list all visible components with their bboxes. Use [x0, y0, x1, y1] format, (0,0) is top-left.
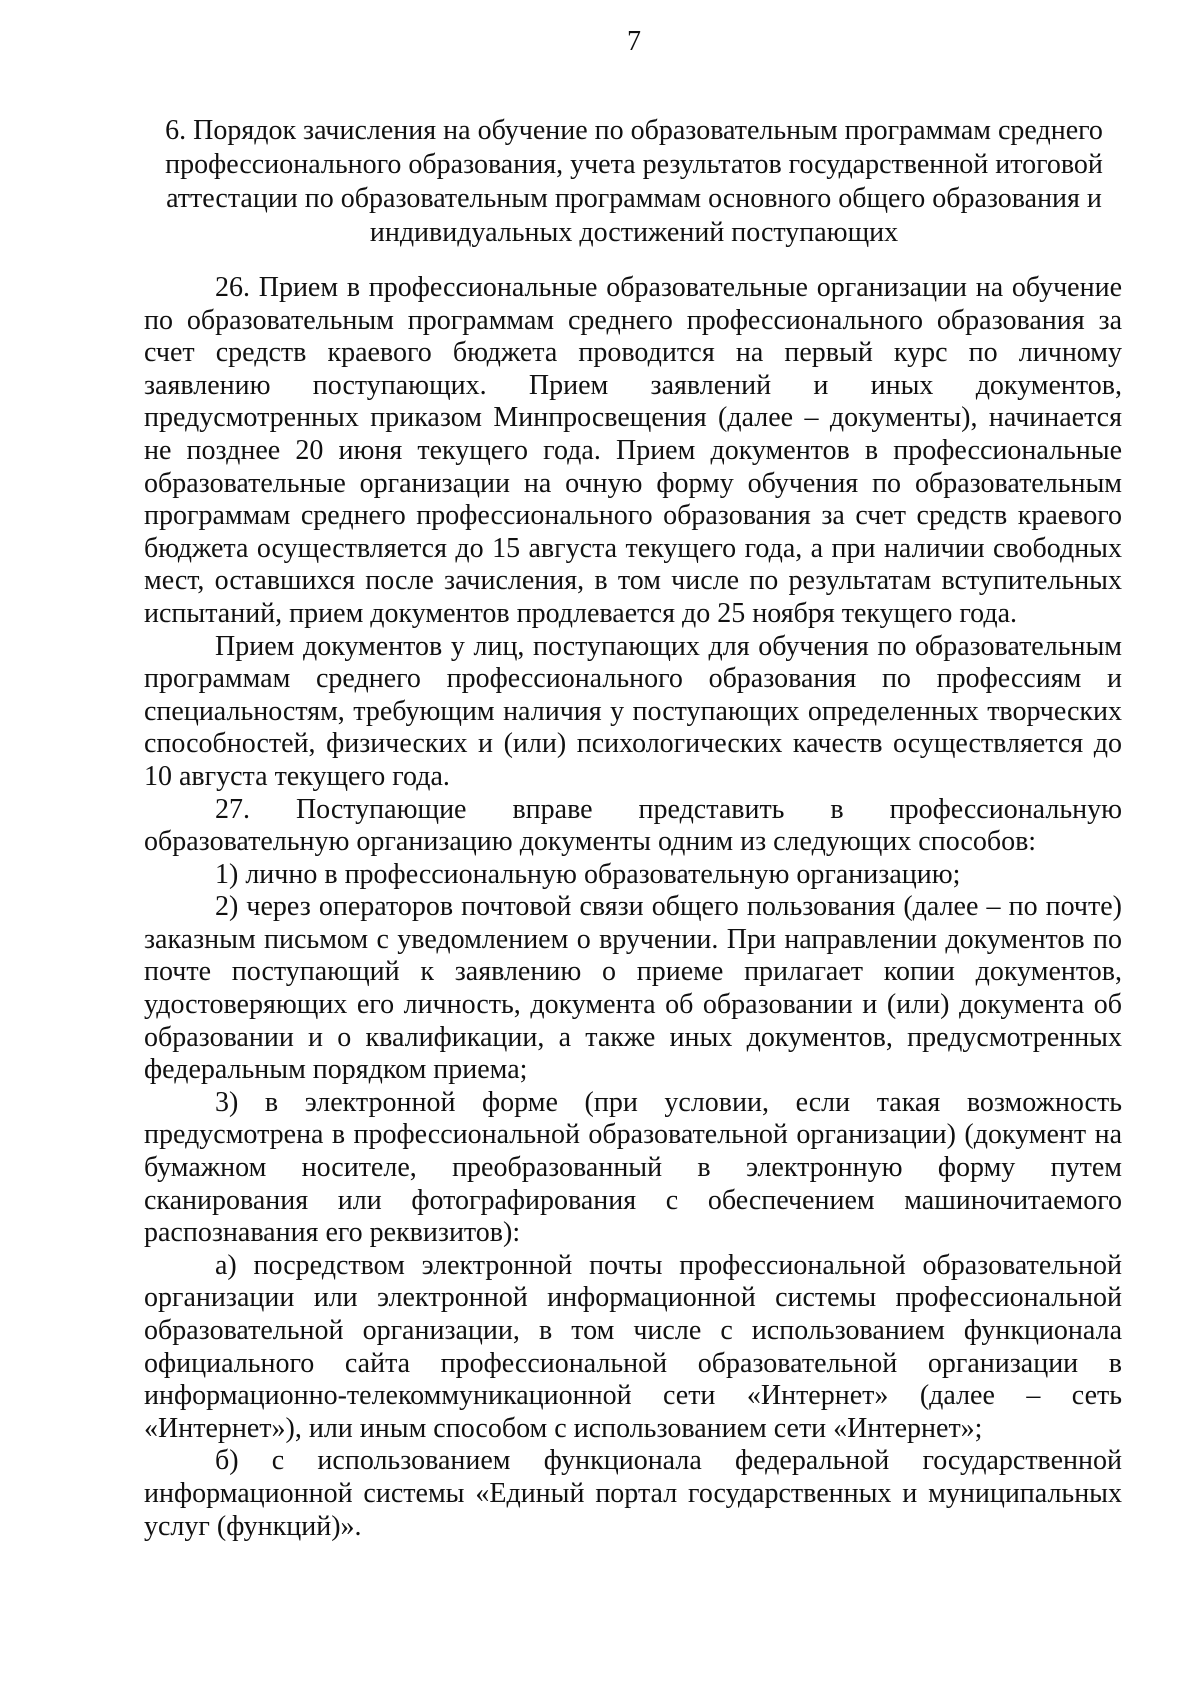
paragraph-27: 27. Поступающие вправе представить в профессиональную образовательную организацию документы одним из следующих способов: — [144, 793, 1122, 858]
sub-item-b-gosuslugi: б) с использованием функционала федеральной государственной информационной системы «Единый портал государственных и муниципальных услуг (функций)». — [144, 1445, 1122, 1542]
paragraph-26-document-deadline: Прием документов у лиц, поступающих для обучения по образовательным программам среднего профессионального образования по профессиям и специальностям, требующим наличия у поступающих определенных творческих способностей, физических и (или) психологических качеств осуществляется до 10 августа текущего года. — [144, 630, 1122, 792]
document-body — [144, 272, 1122, 1543]
page-number: 7 — [627, 26, 641, 57]
list-item-1-in-person: 1) лично в профессиональную образовательную организацию; — [215, 858, 961, 890]
list-item-2-by-mail: 2) через операторов почтовой связи общего пользования (далее – по почте) заказным письмом с уведомлением о вручении. При направлении документов по почте поступающий к заявлению о приеме прилагает копии документов, удостоверяющих его личность, документа об образовании и (или) документа об образовании и о квалификации, а также иных документов, предусмотренных федеральным порядком приема; — [144, 891, 1122, 1086]
paragraph-26: 26. Прием в профессиональные образовательные организации на обучение по образовательным программам среднего профессионального образования за счет средств краевого бюджета проводится на первый курс по личному заявлению поступающих. Прием заявлений и иных документов, предусмотренных приказом Минпросвещения (далее – документы), начинается не позднее 20 июня текущего года. Прием документов в профессиональные образовательные организации на очную форму обучения по образовательным программам среднего профессионального образования за счет средств краевого бюджета осуществляется до 15 августа текущего года, а при наличии свободных мест, оставшихся после зачисления, в том числе по результатам вступительных испытаний, прием документов продлевается до 25 ноября текущего года. — [144, 272, 1122, 629]
list-item-3-electronic: 3) в электронной форме (при условии, если такая возможность предусмотрена в профессиональной образовательной организации) (документ на бумажном носителе, преобразованный в электронную форму путем сканирования или фотографирования с обеспечением машиночитаемого распознавания его реквизитов): — [144, 1086, 1122, 1249]
sub-item-a-email: а) посредством электронной почты профессиональной образовательной организации или электронной информационной системы профессиональной образовательной организации, в том числе с использованием функционала официального сайта профессиональной образовательной организации в информационно-телекоммуникационной сети «Интернет» (далее – сеть «Интернет»), или иным способом с использованием сети «Интернет»; — [144, 1249, 1122, 1444]
section-title: 6. Порядок зачисления на обучение по образовательным программам среднего профессионального образования, учета результатов государственной итоговой аттестации по образовательным программам основного общего образования и индивидуальных достижений поступающих — [165, 115, 1103, 248]
